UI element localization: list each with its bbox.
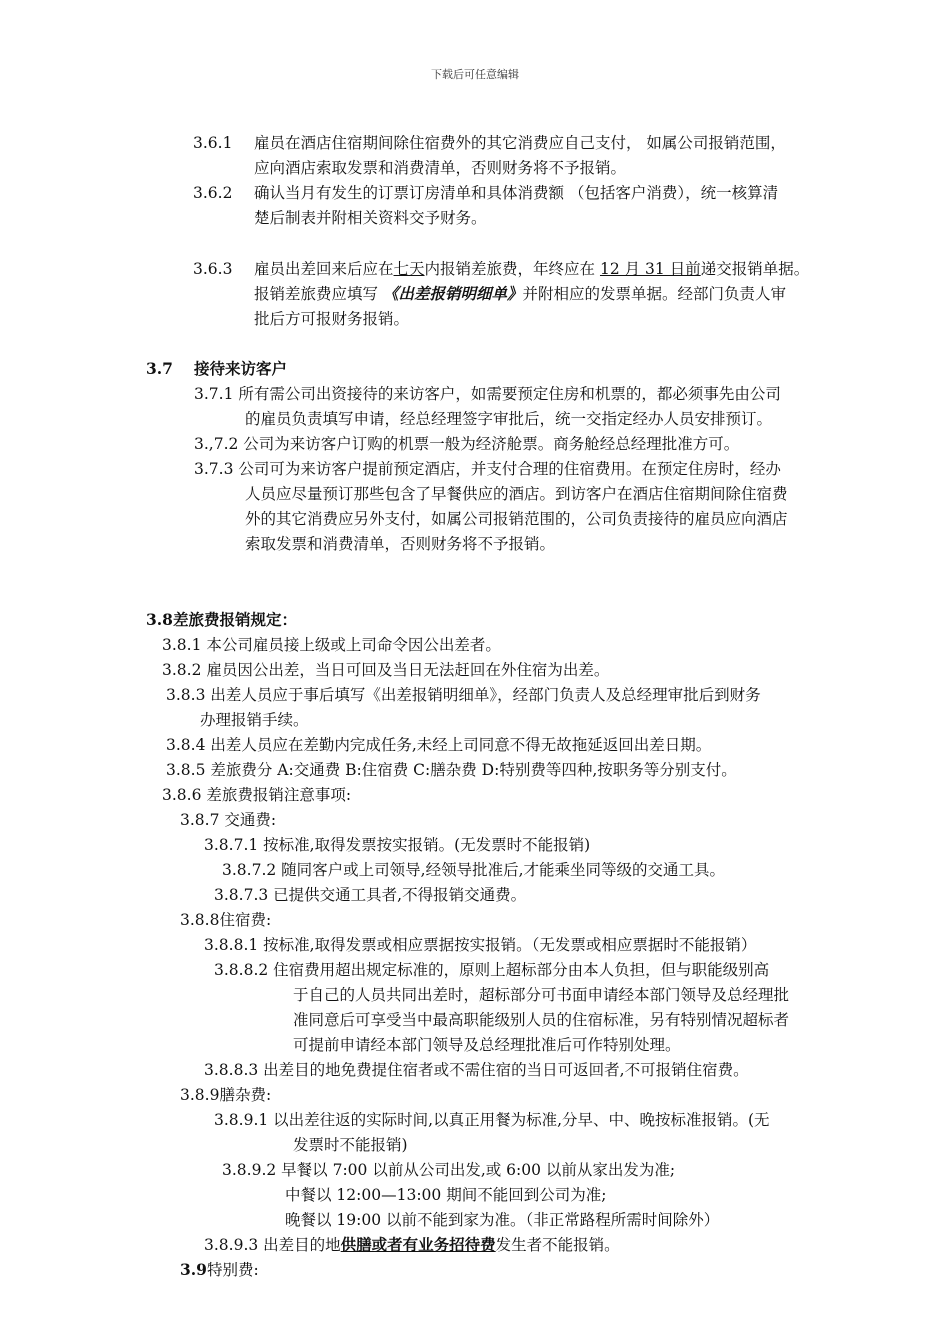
clause-text: 于自己的人员共同出差时，超标部分可书面申请经本部门领导及总经理批 [293,986,790,1004]
section-title: 3.8差旅费报销规定： [146,610,297,629]
clause-text: 应向酒店索取发票和消费清单，否则财务将不予报销。 [254,159,627,177]
emphasized-text: 供膳或者有业务招待费 [340,1235,496,1254]
clause-text: 外的其它消费应另外支付，如属公司报销范围的，公司负责接待的雇员应向酒店 [245,510,788,528]
clause-text: 3.8.9.3 出差目的地供膳或者有业务招待费发生者不能报销。 [204,1235,620,1254]
clause-text: 3.8.9.1 以出差往返的实际时间,以真正用餐为标准,分早、中、晚按标准报销。(无 [214,1111,770,1129]
clause-text: 雇员在酒店住宿期间除住宿费外的其它消费应自己支付， 如属公司报销范围， [254,134,786,152]
section-title: 接待来访客户 [194,359,288,378]
clause-text: 3.8.6 差旅费报销注意事项: [162,786,352,804]
subsection-heading: 3.8.8住宿费: [180,911,272,929]
clause-text: 发票时不能报销) [293,1136,408,1154]
clause-text: 3.8.7.2 随同客户或上司领导,经领导批准后,才能乘坐同等级的交通工具。 [222,861,726,879]
subsection-heading: 3.8.9膳杂费: [180,1086,272,1104]
clause-text: 3.8.1 本公司雇员接上级或上司命令因公出差者。 [162,636,501,654]
clause-text: 批后方可报财务报销。 [254,310,410,328]
subsection-heading: 3.9特别费: [180,1260,259,1279]
clause-text: 3.8.8.2 住宿费用超出规定标准的，原则上超标部分由本人负担，但与职能级别高 [214,961,770,979]
clause-text: 3.,7.2 公司为来访客户订购的机票一般为经济舱票。商务舱经总经理批准方可。 [194,435,740,453]
clause-text: 3.8.5 差旅费分 A:交通费 B:住宿费 C:膳杂费 D:特别费等四种,按职务等分别支付。 [166,761,737,779]
clause-text: 的雇员负责填写申请，经总经理签字审批后，统一交指定经办人员安排预订。 [245,410,773,428]
page-header: 下载后可任意编辑 [431,68,519,81]
clause-number: 3.6.1 [193,134,233,152]
clause-text: 可提前申请经本部门领导及总经理批准后可作特别处理。 [293,1036,681,1054]
clause-text: 3.8.2 雇员因公出差，当日可回及当日无法赶回在外住宿为出差。 [162,661,610,679]
clause-text: 3.7.1 所有需公司出资接待的来访客户，如需要预定住房和机票的，都必须事先由公司 [194,385,781,403]
clause-text: 准同意后可享受当中最高职能级别人员的住宿标准，另有特别情况超标者 [293,1011,790,1029]
clause-text: 楚后制表并附相关资料交予财务。 [254,209,487,227]
subsection-heading: 3.8.7 交通费: [180,811,277,829]
clause-text: 中餐以 12:00—13:00 期间不能回到公司为准; [285,1186,607,1204]
clause-text: 3.8.8.1 按标准,取得发票或相应票据按实报销。（无发票或相应票据时不能报销） [204,936,757,954]
underlined-deadline: 七天 [393,260,425,278]
clause-number: 3.6.2 [193,184,233,202]
form-name: 《出差报销明细单》 [382,284,523,303]
clause-text: 3.8.7.3 已提供交通工具者,不得报销交通费。 [214,886,527,904]
clause-text: 人员应尽量预订那些包含了早餐供应的酒店。到访客户在酒店住宿期间除住宿费 [245,485,788,503]
clause-text: 报销差旅费应填写 《出差报销明细单》并附相应的发票单据。经部门负责人审 [254,284,786,303]
clause-text: 索取发票和消费清单，否则财务将不予报销。 [245,535,556,553]
clause-number: 3.6.3 [193,260,233,278]
underlined-date: 12 月 31 日前 [599,260,701,278]
clause-text: 晚餐以 19:00 以前不能到家为准。（非正常路程所需时间除外） [285,1211,720,1229]
clause-text: 确认当月有发生的订票订房清单和具体消费额 （包括客户消费），统一核算清 [254,184,779,202]
clause-text: 3.8.9.2 早餐以 7:00 以前从公司出发,或 6:00 以前从家出发为准; [222,1161,676,1179]
section-number: 3.7 [146,359,173,378]
clause-text: 3.8.7.1 按标准,取得发票按实报销。(无发票时不能报销) [204,836,591,854]
clause-text: 3.7.3 公司可为来访客户提前预定酒店，并支付合理的住宿费用。在预定住房时，经办 [194,460,781,478]
clause-text: 3.8.8.3 出差目的地免费提住宿者或不需住宿的当日可返回者,不可报销住宿费。 [204,1061,749,1079]
clause-text: 3.8.4 出差人员应在差勤内完成任务,未经上司同意不得无故拖延返回出差日期。 [166,736,712,754]
clause-text: 3.8.3 出差人员应于事后填写《出差报销明细单》，经部门负责人及总经理审批后到财务 [166,686,761,704]
clause-text: 雇员出差回来后应在七天内报销差旅费，年终应在 12 月 31 日前递交报销单据。 [254,260,810,278]
clause-text: 办理报销手续。 [200,711,309,729]
